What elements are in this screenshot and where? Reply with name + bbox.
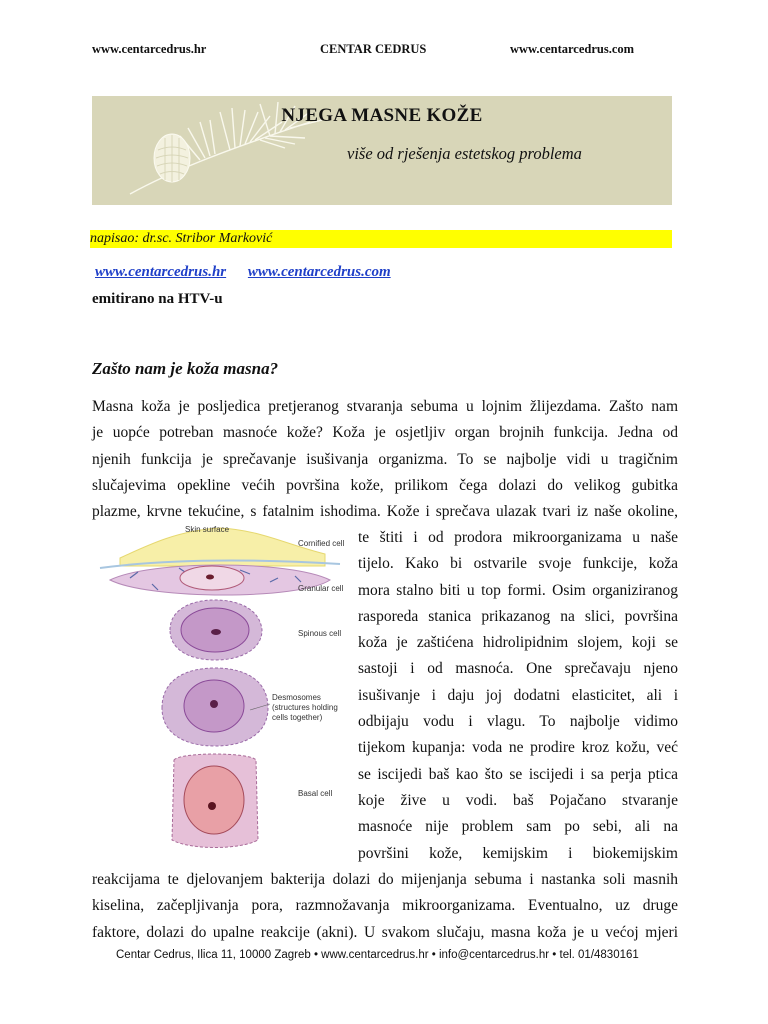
text-line: odbijaju vodu i vlagu. To najbolje vidimo (358, 713, 678, 731)
label-basal-cell: Basal cell (298, 789, 333, 798)
text-line: površini kože, kemijskim i biokemijskim (358, 844, 678, 862)
text-line: slučajevima opekline većih površina kože, prilikom čega dolazi do velikog gubitka (92, 476, 678, 494)
paragraph-beside-figure (358, 525, 678, 867)
link-centarcedrus-hr[interactable]: www.centarcedrus.hr (95, 264, 227, 280)
text-line: njenih funkcija je sprečavanje isušivanja organizma. To se najbolje vidi u tragičnim (92, 450, 678, 468)
text-line: tijelo. Kako bi ostvarile svoje funkcije, koža (358, 555, 678, 573)
text-line: je uopće potreban masnoće kože? Koža je osjetljiv organ brojnih funkcija. Jedna od (92, 424, 678, 442)
paragraph-top (92, 394, 678, 525)
text-line: sastoji i od masnoća. One sprečavaju njeno (358, 660, 678, 678)
text-line: tijekom kupanja: voda ne prodire kroz kožu, već (358, 739, 678, 757)
text-line: se iscijedi baš kao što se iscijedi i sa perja ptica (358, 765, 678, 783)
page-footer: Centar Cedrus, Ilica 11, 10000 Zagreb • www.centarcedrus.hr • info@centarcedrus.hr • tel. 01/4830161 (116, 949, 639, 961)
title-banner (92, 96, 672, 205)
label-desmosomes-note: (structures holding (272, 703, 338, 712)
section-heading: Zašto nam je koža masna? (92, 359, 279, 378)
broadcast-note: emitirano na HTV-u (92, 291, 223, 307)
label-skin-surface: Skin surface (185, 525, 230, 534)
label-desmosomes: Desmosomes (272, 693, 321, 702)
skin-layers-diagram (90, 520, 348, 870)
text-line: koža je zaštićena hidrolipidnim slojem, koji se (358, 634, 678, 652)
website-links (95, 264, 409, 281)
text-line: masnoće nije problem sam po sebi, ali na (358, 818, 678, 836)
label-desmosomes-note: cells together) (272, 713, 323, 722)
article-title: NJEGA MASNE KOŽE (281, 105, 483, 126)
text-line: koje žive u vodi. baš Pojačano stvaranje (358, 791, 678, 809)
author-line: napisao: dr.sc. Stribor Marković (90, 230, 672, 248)
label-spinous-cell: Spinous cell (298, 629, 342, 638)
paragraph-bottom (92, 867, 678, 946)
label-granular-cell: Granular cell (298, 584, 344, 593)
text-line: mora stalno biti u top formi. Osim organiziranog (358, 581, 678, 599)
text-line: faktore, dolazi do upalne reakcije (akni). U svakom slučaju, masna koža je u većoj mjeri (92, 923, 678, 941)
text-line: reakcijama te djelovanjem bakterija dolazi do mijenjanja sebuma i nastanka soli masnih (92, 871, 678, 888)
text-line: plazme, krvne tekućine, s fatalnim ishodima. Kože i sprečava ulazak tvari iz naše okoline, (92, 503, 678, 521)
header-left-url[interactable]: www.centarcedrus.hr (92, 42, 207, 56)
header-title: CENTAR CEDRUS (320, 42, 427, 56)
text-line: kiselina, začepljivanja pora, razmnožavanja mikroorganizama. Eventualno, uz druge (92, 897, 678, 915)
text-line: isušivanje i daju joj dodatni elasticitet, ali i (358, 686, 678, 704)
text-line: te štiti i od prodora mikroorganizama u naše (358, 529, 678, 546)
label-cornified-cell: Cornified cell (298, 539, 345, 548)
article-subtitle: više od rješenja estetskog problema (347, 144, 582, 163)
header-right-url[interactable]: www.centarcedrus.com (510, 42, 635, 56)
text-line: Masna koža je posljedica pretjeranog stvaranja sebuma u lojnim žlijezdama. Zašto nam (92, 398, 678, 415)
link-centarcedrus-com[interactable]: www.centarcedrus.com (247, 264, 391, 280)
text-line: rasporeda stanica prikazanog na slici, površina (358, 607, 678, 625)
